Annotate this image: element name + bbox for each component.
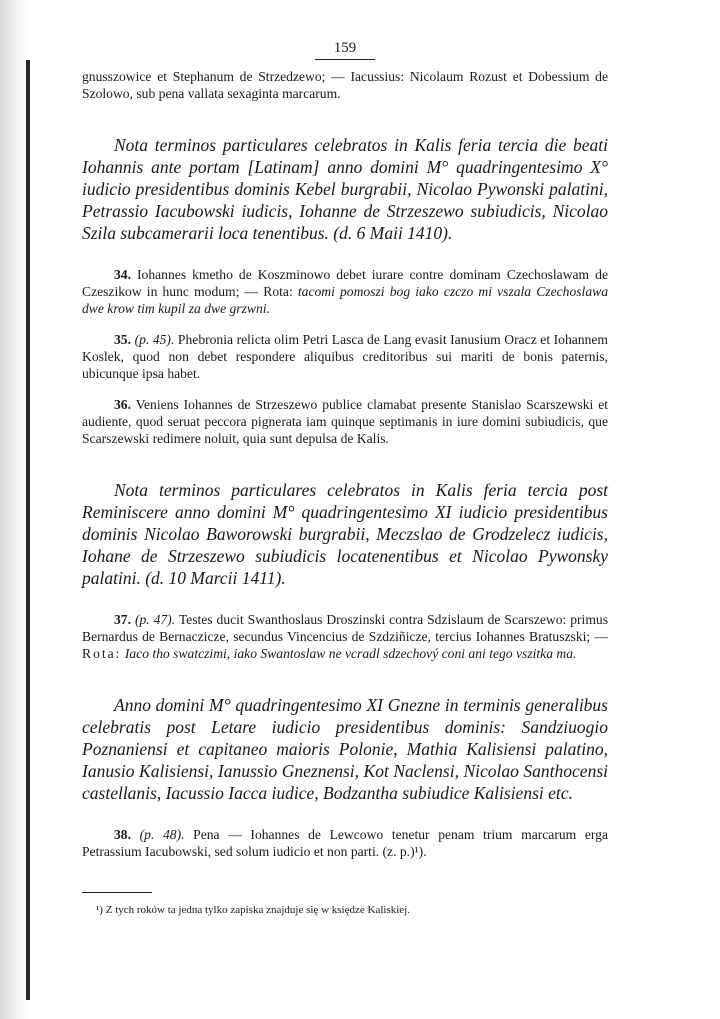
entry-37	[82, 611, 608, 662]
entry-text: Testes ducit Swanthoslaus Droszinski contra Sdzislaum de Scarszewo: primus Bernardus de Bernaczicze, secundus Vincencius de Szdziñicze, tercius Iohannes Bratuszski; —	[82, 612, 608, 644]
entry-text: Veniens Iohannes de Strzeszewo publice clamabat presente Stanislao Scarszewski et audiente, quod seruat peccora pignerata iam quinque septimanis in iure domini subiudicis, que Scarszewski redimere noluit, quia sunt depulsa de Kalis.	[82, 397, 608, 446]
rubric-heading-3: Anno domini M° quadringentesimo XI Gnezne in terminis generalibus celebratis post Letare iudicio presidentibus dominis: Sandziuogio Poznaniensi et capitaneo maioris Polonie, Mathia Kalisiensi palatino, Ianusio Kalisiensi, Ianussio Gneznensi, Kot Naclensi, Nicolao Santhocensi castellanis, Iacussio Iacca iudice, Bodzantha subiudice Kalisiensi etc.	[82, 695, 608, 803]
rota-label: Rota:	[82, 646, 122, 661]
footnote-rule	[82, 892, 152, 893]
entry-text: Pena — Iohannes de Lewcowo tenetur penam trium marcarum erga Petrassium Iacubowski, sed solum iudicio et non parti. (z. p.)	[82, 827, 609, 859]
entry-quote: tacomi pomoszi bog iako czczo mi vszala Czechoslawa dwe krow tim kupil za dwe grzwni.	[82, 284, 608, 316]
entry-36	[82, 396, 608, 447]
entry-quote: Iaco tho swatczimi, iako Swantoslaw ne vcradl sdzechový coni ani tego vszitka ma.	[124, 646, 577, 661]
continuation-paragraph: gnusszowice et Stephanum de Strzedzewo; — Iacussius: Nicolaum Rozust et Dobessium de Szolowo, sub pena vallata sexaginta marcarum.	[82, 69, 608, 101]
entry-page-ref: (p. 48).	[139, 827, 185, 842]
entry-text: Iohannes kmetho de Koszminowo debet iurare contre dominam Czechoslawam de Czeszikow in hunc modum; — Rota:	[82, 267, 608, 299]
entry-number: 35.	[114, 332, 131, 347]
binding-edge	[26, 60, 30, 1000]
rubric-heading-2: Nota terminos particulares celebratos in Kalis feria tercia post Reminiscere anno domini M° quadringentesimo XI iudicio presidentibus dominis Nicolao Baworowski burgrabii, Meczslao de Grodzelecz iudicis, Iohane de Strzeszewo subiudicis locatenentibus et Nicolao Pywonsky palatini. (d. 10 Marcii 1411).	[82, 480, 608, 588]
footnote-text: Z tych roków ta jedna tylko zapiska znajduje się w księdze Kaliskiej.	[105, 904, 410, 916]
entry-number: 37.	[114, 612, 131, 627]
entry-number: 38.	[114, 827, 131, 842]
entry-35	[82, 331, 608, 382]
entry-38	[82, 826, 608, 860]
entry-text: Phebronia relicta olim Petri Lasca de Lang evasit Ianusium Oracz et Iohannem Koslek, quod non debet respondere aliquibus creditoribus sui mariti de bonis paternis, ubicunque ipsa habet.	[82, 332, 609, 381]
rubric-heading-1: Nota terminos particulares celebratos in Kalis feria tercia die beati Iohannis ante portam [Latinam] anno domini M° quadringentesimo X° iudicio presidentibus dominis Kebel burgrabii, Nicolao Pywonski palatini, Petrassio Iacubowski iudicis, Iohanne de Strzeszewo subiudicis, Nicolao Szila subcamerarii loca tenentibus. (d. 6 Maii 1410).	[82, 135, 608, 243]
entry-page-ref: (p. 45).	[134, 332, 175, 347]
entry-number: 36.	[114, 397, 131, 412]
entry-page-ref: (p. 47).	[134, 612, 176, 627]
footnote	[82, 903, 608, 917]
page-number: 159	[333, 40, 357, 56]
entry-number: 34.	[114, 267, 131, 282]
entry-34	[82, 266, 608, 317]
footnote-mark: ¹)	[96, 904, 103, 916]
footnote-reference: ¹).	[414, 844, 427, 859]
document-page	[82, 30, 608, 917]
page-number-rule	[315, 59, 375, 60]
